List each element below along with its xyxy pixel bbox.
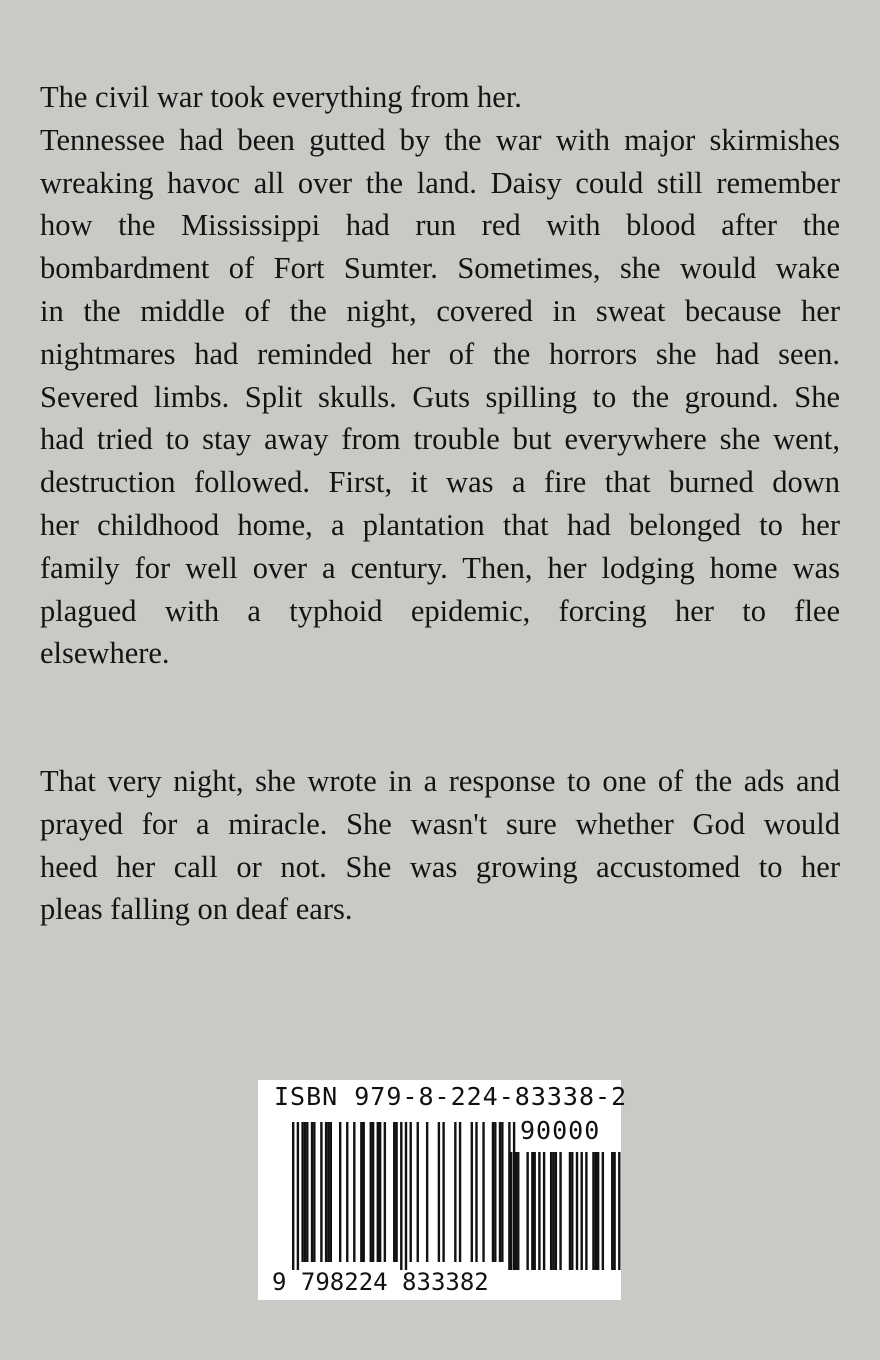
blurb-line: in the middle of the night, covered in sweat because her (40, 293, 840, 328)
barcode-bar (454, 1122, 456, 1262)
addon-bar (592, 1152, 594, 1270)
addon-bar (531, 1152, 533, 1270)
barcode-bar (405, 1122, 407, 1270)
blurb-line: had tried to stay away from trouble but everywhere she went, (40, 422, 840, 457)
barcode-bar (346, 1122, 348, 1262)
blurb-line: The civil war took everything from her. (40, 80, 522, 114)
blurb-line: destruction followed. First, it was a fire that burned down (40, 465, 840, 500)
barcode-bar (459, 1122, 461, 1262)
barcode-bar (499, 1122, 501, 1262)
blurb-line: pleas falling on deaf ears. (40, 892, 353, 927)
barcode-bar (325, 1122, 327, 1262)
addon-bar (526, 1152, 528, 1270)
barcode-bar (363, 1122, 365, 1262)
addon-bar (613, 1152, 615, 1270)
blurb-line: prayed for a miracle. She wasn't sure whether God would (40, 806, 840, 841)
barcode-bar (384, 1122, 386, 1262)
barcode-bar (410, 1122, 412, 1262)
isbn-label: ISBN 979-8-224-83338-2 (274, 1082, 628, 1111)
blurb-line: plagued with a typhoid epidemic, forcing her to flee (40, 593, 840, 628)
barcode-bar (292, 1122, 294, 1270)
barcode-bars (258, 1080, 621, 1300)
barcode-bar (417, 1122, 419, 1262)
barcode-bar (370, 1122, 372, 1262)
blurb-line: her childhood home, a plantation that had belonged to her (40, 507, 840, 542)
blurb-line: how the Mississippi had run red with blood after the (40, 208, 840, 243)
barcode-bar (379, 1122, 381, 1262)
barcode-bar (393, 1122, 395, 1262)
addon-bar (611, 1152, 613, 1270)
isbn-barcode (258, 1080, 628, 1300)
barcode-bar (438, 1122, 440, 1262)
addon-bar (595, 1152, 597, 1270)
barcode-bar (353, 1122, 355, 1262)
addon-bar (571, 1152, 573, 1270)
blurb-line: family for well over a century. Then, her lodging home was (40, 550, 840, 585)
addon-bar (517, 1152, 519, 1270)
blurb-line: That very night, she wrote in a response to one of the ads and (40, 764, 840, 798)
barcode-bar (304, 1122, 306, 1262)
barcode-bar (400, 1122, 402, 1270)
barcode-bar (426, 1122, 428, 1262)
addon-bar (538, 1152, 540, 1270)
addon-bar (510, 1152, 512, 1270)
addon-bar (550, 1152, 552, 1270)
barcode-bar (482, 1122, 484, 1262)
barcode-bar (442, 1122, 444, 1262)
blurb-line: nightmares had reminded her of the horrors she had seen. (40, 336, 840, 371)
barcode-bar (377, 1122, 379, 1262)
barcode-bar (301, 1122, 303, 1262)
barcode-bar (327, 1122, 329, 1262)
barcode-digits: 9 798224 833382 (272, 1268, 489, 1296)
addon-bar (597, 1152, 599, 1270)
addon-bar (559, 1152, 561, 1270)
addon-bar (576, 1152, 578, 1270)
blurb-line: bombardment of Fort Sumter. Sometimes, she would wake (40, 251, 840, 286)
addon-bar (585, 1152, 587, 1270)
addon-bar (515, 1152, 517, 1270)
blurb-line: heed her call or not. She was growing accustomed to her (40, 849, 840, 884)
barcode-bar (492, 1122, 494, 1262)
barcode-bar (372, 1122, 374, 1262)
addon-bar (618, 1152, 620, 1270)
blurb-paragraph-1 (40, 76, 840, 675)
addon-bar (569, 1152, 571, 1270)
addon-bar (555, 1152, 557, 1270)
barcode-bar (306, 1122, 308, 1262)
blurb-line: wreaking havoc all over the land. Daisy could still remember (40, 165, 840, 200)
price-code: 90000 (520, 1116, 601, 1145)
barcode-bar (297, 1122, 299, 1270)
addon-bar (534, 1152, 536, 1270)
blurb-line: elsewhere. (40, 636, 170, 671)
addon-bar (602, 1152, 604, 1270)
barcode-bar (320, 1122, 322, 1262)
addon-bar (543, 1152, 545, 1270)
barcode-bar (501, 1122, 503, 1262)
blurb-line: Severed limbs. Split skulls. Guts spilling to the ground. She (40, 379, 840, 414)
addon-bar (581, 1152, 583, 1270)
barcode-bar (339, 1122, 341, 1262)
barcode-bar (475, 1122, 477, 1262)
blurb-line: Tennessee had been gutted by the war with major skirmishes (40, 122, 840, 157)
barcode-bar (311, 1122, 313, 1262)
barcode-bar (471, 1122, 473, 1262)
barcode-bar (395, 1122, 397, 1262)
barcode-bar (330, 1122, 332, 1262)
blurb-paragraph-2 (40, 760, 840, 931)
barcode-bar (313, 1122, 315, 1262)
barcode-bar (494, 1122, 496, 1262)
barcode-bar (360, 1122, 362, 1262)
addon-bar (552, 1152, 554, 1270)
